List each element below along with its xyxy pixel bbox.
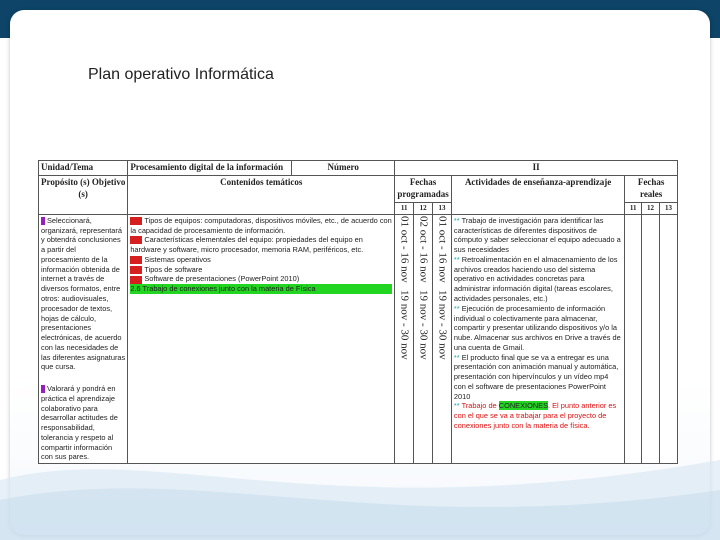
bullet-marker: [130, 276, 142, 284]
actividad-item: [454, 353, 622, 402]
unidad-row: [39, 161, 678, 176]
fecha-text: 19 nov - 30 nov: [398, 290, 411, 361]
real-week-number: 11: [625, 202, 642, 214]
fecha-cell: [433, 214, 452, 463]
actividad-item: [454, 216, 622, 255]
contenidos-cell: [128, 214, 395, 463]
actividades-cell: [451, 214, 624, 463]
proposito-cell: [39, 214, 128, 463]
proposito-text: Seleccionará, organizará, representará y obtendrá conclusiones a partir del procesamiento de la información obtenida de internet a través de diversos formatos, entre otros: audiovisuales, procesador de textos, hojas de cálculo, presentaciones electrónicas, de acuerdo con las necesidades de las diferentes asignaturas que cursa.: [41, 215, 126, 372]
fecha-real-cell: [642, 214, 660, 463]
unidad-label: Unidad/Tema: [39, 161, 128, 176]
bullet-marker: [130, 266, 142, 274]
contenido-item: [130, 235, 392, 255]
fecha-text: 01 oct - 16 nov: [398, 215, 411, 283]
actividad-item: [454, 304, 622, 353]
slide-title: Plan operativo Informática: [88, 66, 274, 83]
bullet-marker: [41, 217, 45, 225]
star-marker: **: [453, 254, 460, 264]
contenido-item: [130, 274, 392, 284]
bullet-marker: [130, 217, 142, 225]
contenido-text: Sistemas operativos: [144, 254, 211, 264]
contenido-text: Características elementales del equipo: propiedades del equipo en hardware y software, micro procesador, memoria RAM, periféricos, etc.: [130, 235, 364, 255]
fecha-text: 01 oct - 16 nov: [436, 215, 449, 283]
contenido-text: Tipos de equipos: computadoras, dispositivos móviles, etc., de acuerdo con la capacidad de procesamiento de información.: [130, 215, 392, 235]
actividad-conexiones-pre: Trabajo de: [461, 401, 499, 411]
contenido-item: [130, 265, 392, 275]
week-number: 12: [414, 202, 433, 214]
numero-value: II: [395, 161, 678, 176]
content-row: [39, 214, 678, 463]
week-number: 13: [433, 202, 452, 214]
fecha-text: 02 oct - 16 nov: [417, 215, 430, 283]
numero-label: Número: [292, 161, 395, 176]
real-week-number: 12: [642, 202, 660, 214]
star-marker: **: [453, 401, 460, 411]
contenido-item: [130, 255, 392, 265]
bullet-marker: [130, 256, 142, 264]
proposito-item: [41, 216, 125, 372]
actividades-header: Actividades de enseñanza-aprendizaje: [451, 175, 624, 214]
bullet-marker: [130, 236, 142, 244]
fechas-programadas-header: Fechas programadas: [395, 175, 452, 202]
star-marker: **: [453, 215, 460, 225]
actividad-text: El producto final que se va a entregar es una presentación con animación manual y automática, presentación con hipervínculos y un vídeo mp4 con el software de presentaciones PowerPoint 2010: [453, 352, 619, 401]
actividad-conexiones-highlight: CONEXIONES: [498, 401, 549, 411]
header-row: [39, 175, 678, 202]
actividad-text: Trabajo de investigación para identificar las características de diferentes dispositivos de cómputo y saber seleccionar el equipo adecuado a sus necesidades: [453, 215, 621, 255]
actividad-text: Ejecución de procesamiento de información individual o colectivamente para almacenar, compartir y presentar utilizando dispositivos y/o la nube. Almacenar sus archivos en Drive a través de una cuenta de Gmail.: [453, 303, 621, 352]
contenido-text: Software de presentaciones (PowerPoint 2010): [144, 274, 300, 284]
actividad-item: [454, 255, 622, 304]
fecha-cell: [395, 214, 414, 463]
maristas-logo: maristas: [560, 6, 700, 41]
fecha-text: 19 nov - 30 nov: [417, 290, 430, 361]
contenido-item: [130, 216, 392, 236]
fechas-reales-header: Fechas reales: [625, 175, 678, 202]
proposito-item: [41, 384, 125, 462]
plan-table: [38, 160, 678, 464]
fecha-cell: [414, 214, 433, 463]
actividad-conexiones-post: . El punto anterior es con el que se va a trabajar para el proyecto de conexiones junto con la materia de física.: [453, 401, 617, 430]
fecha-text: 19 nov - 30 nov: [436, 290, 449, 361]
bullet-marker: [41, 385, 45, 393]
actividad-conexiones: [454, 401, 622, 430]
contenido-conexiones: 2.6 Trabajo de conexiones junto con la materia de Física: [130, 284, 392, 294]
fecha-real-cell: [659, 214, 677, 463]
fecha-real-cell: [625, 214, 642, 463]
unidad-value: Procesamiento digital de la información: [128, 161, 292, 176]
proposito-text: Valorará y pondrá en práctica el aprendizaje colaborativo para desarrollar actitudes de responsabilidad, tolerancia y respeto al compartir información con sus pares.: [41, 384, 118, 462]
actividad-text: Retroalimentación en el almacenamiento de los archivos creados haciendo uso del sistema operativo en actividades concretas para administrar información digital (tareas escolares, actividades personales, etc.): [453, 254, 618, 303]
star-marker: **: [453, 303, 460, 313]
contenido-text: Tipos de software: [144, 264, 203, 274]
real-week-number: 13: [659, 202, 677, 214]
week-number: 11: [395, 202, 414, 214]
contenidos-header: Contenidos temáticos: [128, 175, 395, 214]
proposito-header: Propósito (s) Objetivo (s): [39, 175, 128, 214]
star-marker: **: [453, 352, 460, 362]
